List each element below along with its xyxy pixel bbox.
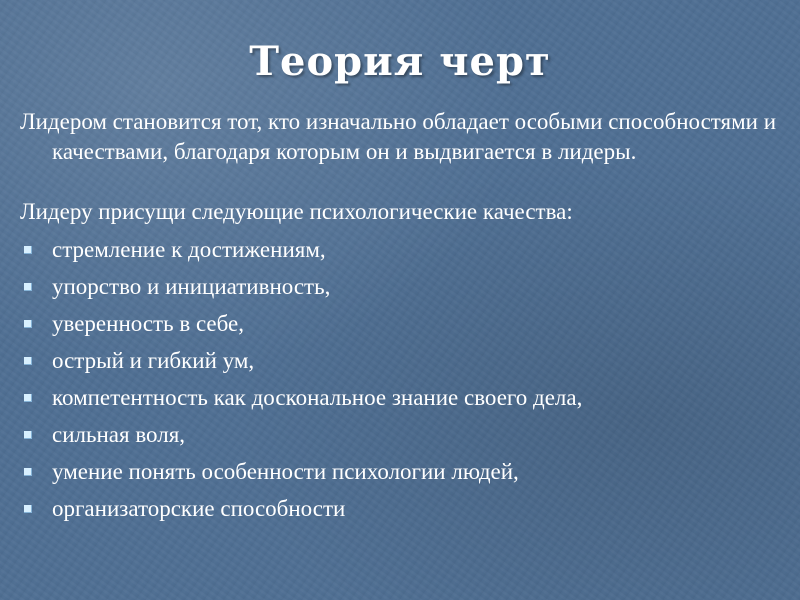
square-bullet-icon [24,505,32,513]
square-bullet-icon [24,283,32,291]
square-bullet-icon [24,320,32,328]
list-item [20,272,790,309]
list-item [20,346,790,383]
square-bullet-icon [24,394,32,402]
list-item-text: организаторские способности [52,496,346,521]
list-item [20,235,790,272]
slide-title: Теория черт [249,38,551,85]
slide-content [20,107,790,531]
list-item [20,383,790,420]
list-item-text: компетентность как доскональное знание своего дела, [52,385,583,410]
list-item [20,309,790,346]
paragraph-qualities-intro: Лидеру присущи следующие психологические качества: [20,199,573,224]
list-item-text: сильная воля, [52,422,186,447]
list-item [20,457,790,494]
list-item-text: острый и гибкий ум, [52,348,255,373]
square-bullet-icon [24,357,32,365]
list-item-text: упорство и инициативность, [52,274,331,299]
qualities-list [20,235,790,531]
square-bullet-icon [24,246,32,254]
paragraph-definition: Лидером становится тот, кто изначально обладает особыми способностями и качествами, благодаря которым он и выдвигается в лидеры. [20,109,777,164]
list-item-text: стремление к достижениям, [52,237,326,262]
list-item-text: уверенность в себе, [52,311,244,336]
square-bullet-icon [24,468,32,476]
list-item-text: умение понять особенности психологии людей, [52,459,519,484]
list-item [20,494,790,531]
list-item [20,420,790,457]
square-bullet-icon [24,431,32,439]
